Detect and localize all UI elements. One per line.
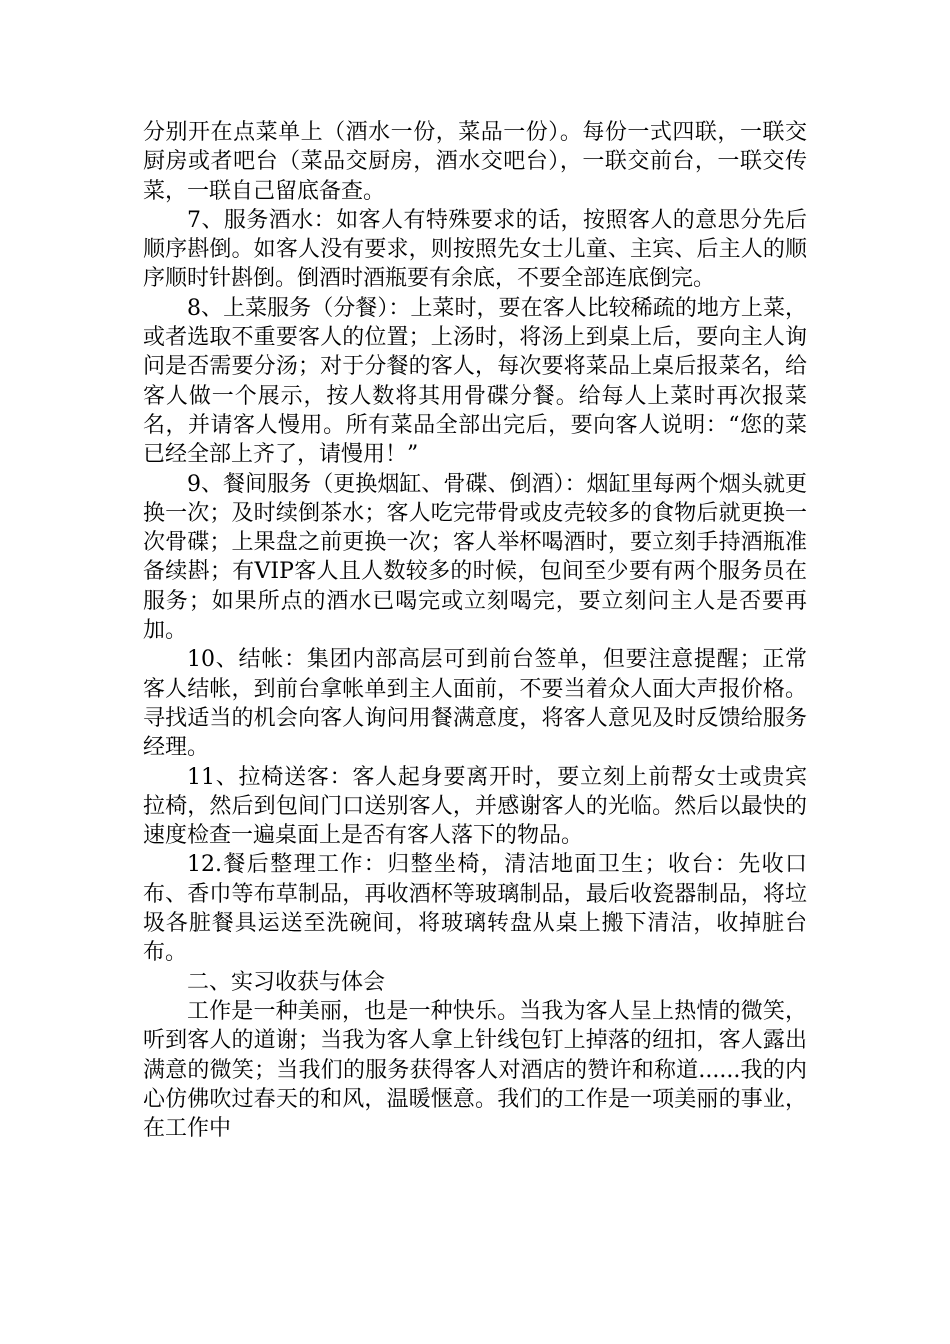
paragraph-continuation: 分别开在点菜单上（酒水一份，菜品一份）。每份一式四联，一联交厨房或者吧台（菜品交厨房，酒水交吧台），一联交前台，一联交传菜，一联自己留底备查。 <box>143 120 807 204</box>
section-heading: 二、实习收获与体会 <box>187 969 386 995</box>
paragraph-reflection: 工作是一种美丽，也是一种快乐。当我为客人呈上热情的微笑，听到客人的道谢；当我为客人拿上针线包钉上掉落的纽扣，客人露出满意的微笑；当我们的服务获得客人对酒店的赞许和称道......我的内心仿佛吹过春天的和风，温暖惬意。我们的工作是一项美丽的事业，在工作中 <box>143 998 807 1142</box>
paragraph-item-7-wine-service: 7、服务酒水：如客人有特殊要求的话，按照客人的意思分先后顺序斟倒。如客人没有要求，则按照先女士儿童、主宾、后主人的顺序顺时针斟倒。倒酒时酒瓶要有余底，不要全部连底倒完。 <box>143 207 807 292</box>
paragraph-item-8-dish-service: 8、上菜服务（分餐）：上菜时，要在客人比较稀疏的地方上菜，或者选取不重要客人的位置；上汤时，将汤上到桌上后，要向主人询问是否需要分汤；对于分餐的客人，每次要将菜品上桌后报菜名，给客人做一个展示，按人数将其用骨碟分餐。给每人上菜时再次报菜名，并请客人慢用。所有菜品全部出完后，要向客人说明：“您的菜已经全部上齐了，请慢用！” <box>143 295 807 468</box>
paragraph-item-12-cleanup: 12.餐后整理工作：归整坐椅，清洁地面卫生；收台：先收口布、香巾等布草制品，再收酒杯等玻璃制品，最后收瓷器制品，将垃圾各脏餐具运送至洗碗间，将玻璃转盘从桌上搬下清洁，收掉脏台布。 <box>143 852 807 966</box>
paragraph-item-11-see-off: 11、拉椅送客：客人起身要离开时，要立刻上前帮女士或贵宾拉椅，然后到包间门口送别客人，并感谢客人的光临。然后以最快的速度检查一遍桌面上是否有客人落下的物品。 <box>143 764 807 849</box>
paragraph-item-9-meal-service: 9、餐间服务（更换烟缸、骨碟、倒酒）：烟缸里每两个烟头就更换一次；及时续倒茶水；客人吃完带骨或皮壳较多的食物后就更换一次骨碟；上果盘之前更换一次；客人举杯喝酒时，要立刻手持酒瓶准备续斟；有VIP客人且人数较多的时候，包间至少要有两个服务员在服务；如果所点的酒水已喝完或立刻喝完，要立刻问主人是否要再加。 <box>143 471 807 644</box>
paragraph-item-10-checkout: 10、结帐：集团内部高层可到前台签单，但要注意提醒；正常客人结帐，到前台拿帐单到主人面前，不要当着众人面大声报价格。寻找适当的机会向客人询问用餐满意度，将客人意见及时反馈给服务经理。 <box>143 647 807 761</box>
document-page <box>143 118 807 1143</box>
